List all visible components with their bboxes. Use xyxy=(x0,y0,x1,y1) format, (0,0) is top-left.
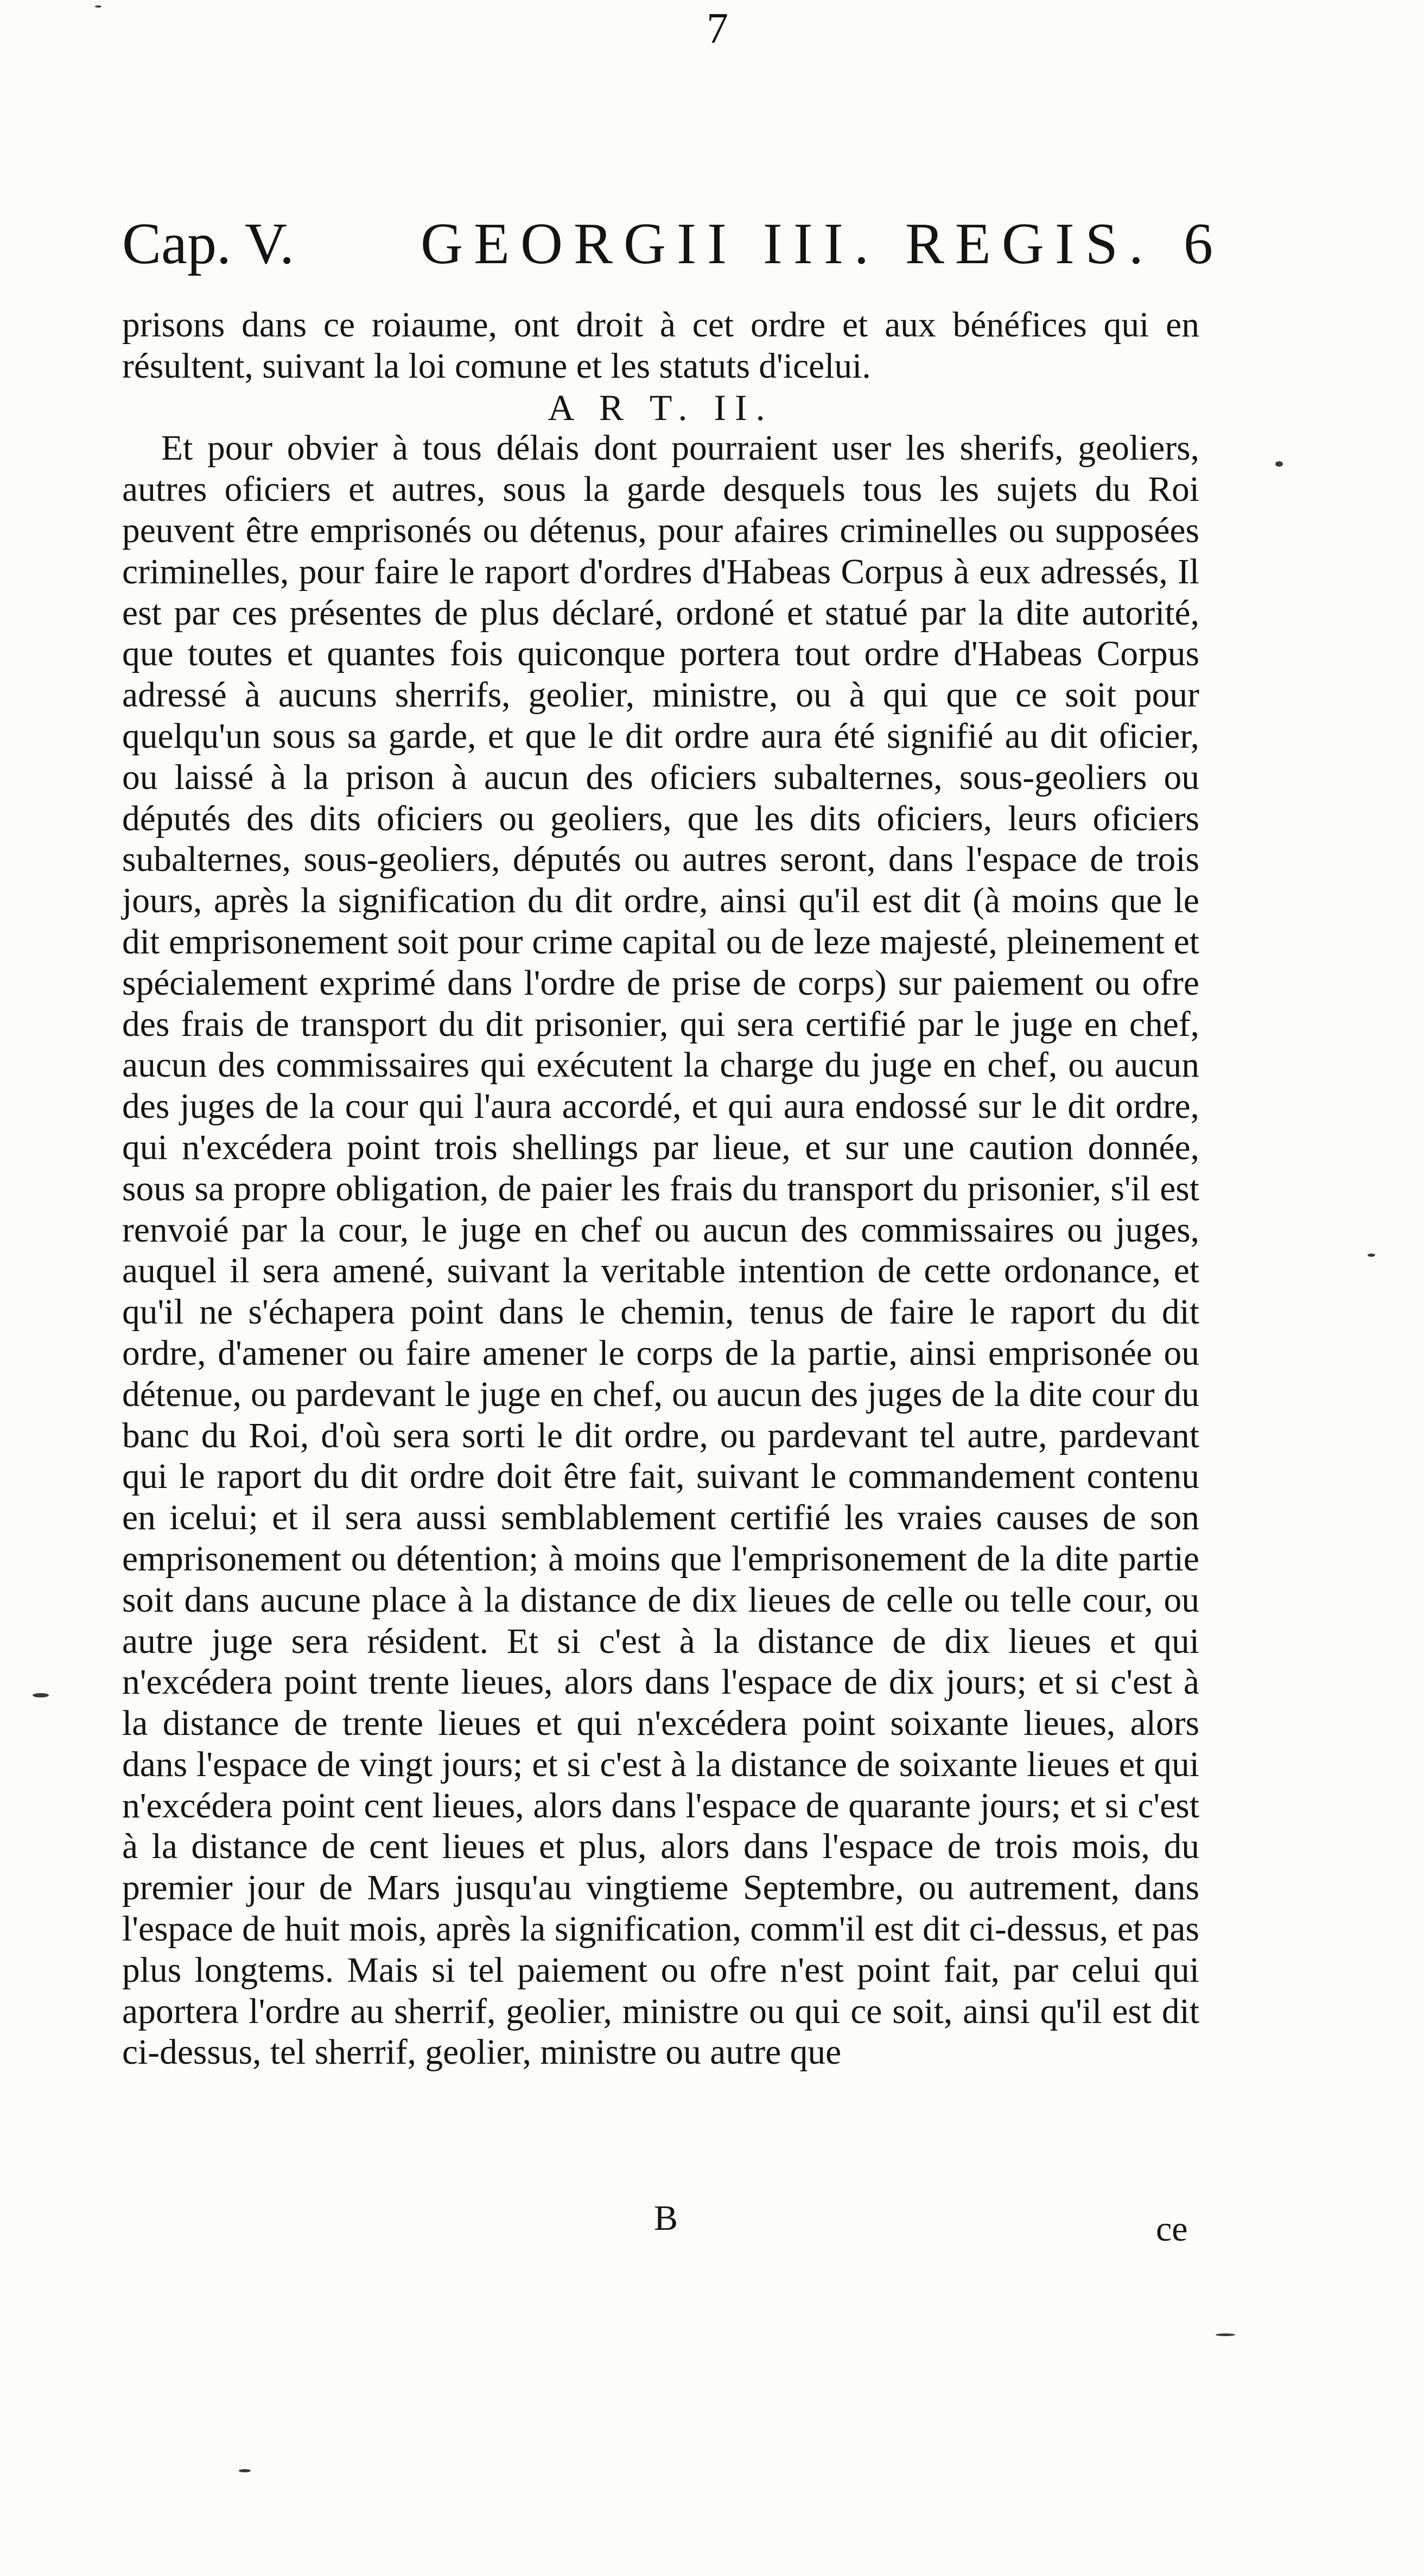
running-header xyxy=(122,211,1213,292)
body-text xyxy=(122,305,1199,2073)
signature-mark: B xyxy=(654,2198,678,2238)
print-speck xyxy=(95,5,101,8)
print-speck xyxy=(33,1693,49,1697)
chapter-label: Cap. V. xyxy=(122,212,295,276)
article-paragraph: Et pour obvier à tous délais dont pourraient user les sherifs, geoliers, autres oficiers et autres, sous la garde desquels tous les sujets du Roi peuvent être emprisonés ou détenus, pour afaires criminelles ou supposées criminelles, pour faire le raport d'ordres d'Habeas Corpus à eux adressés, Il est par ces présentes de plus déclaré, ordoné et statué par la dite autorité, que toutes et quantes fois quiconque portera tout ordre d'Habeas Corpus adressé à aucuns sherrifs, geolier, ministre, ou à qui que ce soit pour quelqu'un sous sa garde, et que le dit ordre aura été signifié au dit oficier, ou laissé à la prison à aucun des oficiers subalternes, sous-geoliers ou députés des dits oficiers ou geoliers, que les dits oficiers, leurs oficiers subalternes, sous-geoliers, députés ou autres seront, dans l'espace de trois jours, après la signification du dit ordre, ainsi qu'il est dit (à moins que le dit emprisonement soit pour crime capital ou de leze majesté, pleinement et spécialement exprimé dans l'ordre de prise de corps) sur paiement ou ofre des frais de transport du dit prisonier, qui sera certifié par le juge en chef, aucun des commissaires qui exécutent la charge du juge en chef, ou aucun des juges de la cour qui l'aura accordé, et qui aura endossé sur le dit ordre, qui n'excédera point trois shellings par lieue, et sur une caution donnée, sous sa propre obligation, de paier les frais du transport du prisonier, s'il est renvoié par la cour, le juge en chef ou aucun des commissaires ou juges, auquel il sera amené, suivant la veritable intention de cette ordonance, et qu'il ne s'échapera point dans le chemin, tenus de faire le raport du dit ordre, d'amener ou faire amener le corps de la partie, ainsi emprisonée ou détenue, ou pardevant le juge en chef, ou aucun des juges de la dite cour du banc du Roi, d'où sera sorti le dit ordre, ou pardevant tel autre, pardevant qui le raport du dit ordre doit être fait, suivant le commandement contenu en icelui; et il sera aussi semblablement certifié les vraies causes de son emprisonement ou détention; à moins que l'emprisonement de la dite partie soit dans aucune place à la distance de dix lieues de celle ou telle cour, ou autre juge sera résident. Et si c'est à la distance de dix lieues et qui n'excédera point trente lieues, alors dans l'espace de dix jours; et si c'est à la distance de trente lieues et qui n'excédera point soixante lieues, alors dans l'espace de vingt jours; et si c'est à la distance de soixante lieues et qui n'excédera point cent lieues, alors dans l'espace de quarante jours; et si c'est à la distance de cent lieues et plus, alors dans l'espace de trois mois, du premier jour de Mars jusqu'au vingtieme Septembre, ou autrement, dans l'espace de huit mois, après la signification, comm'il est dit ci-dessus, et pas plus longtems. Mais si tel paiement ou ofre n'est point fait, par celui qui aportera l'ordre au sherrif, geolier, ministre ou qui ce soit, ainsi qu'il est dit ci-dessus, tel sherrif, geolier, ministre ou autre que xyxy=(122,429,1199,2072)
header-title: GEORGII III. REGIS. xyxy=(421,212,1154,276)
catchword: ce xyxy=(1156,2209,1188,2249)
print-speck xyxy=(1368,1254,1375,1257)
opening-text: prisons dans ce roiaume, ont droit à cet ordre et aux bénéfices qui en résultent, suivant la loi comune et les statuts d'icelui. xyxy=(122,306,1199,386)
print-speck xyxy=(1216,2333,1235,2336)
print-speck xyxy=(1275,461,1283,467)
article-heading: A R T. II. xyxy=(548,386,774,428)
page-mark: 7 xyxy=(707,5,728,53)
print-speck xyxy=(239,2469,251,2472)
page-number: 6 xyxy=(1184,212,1213,276)
